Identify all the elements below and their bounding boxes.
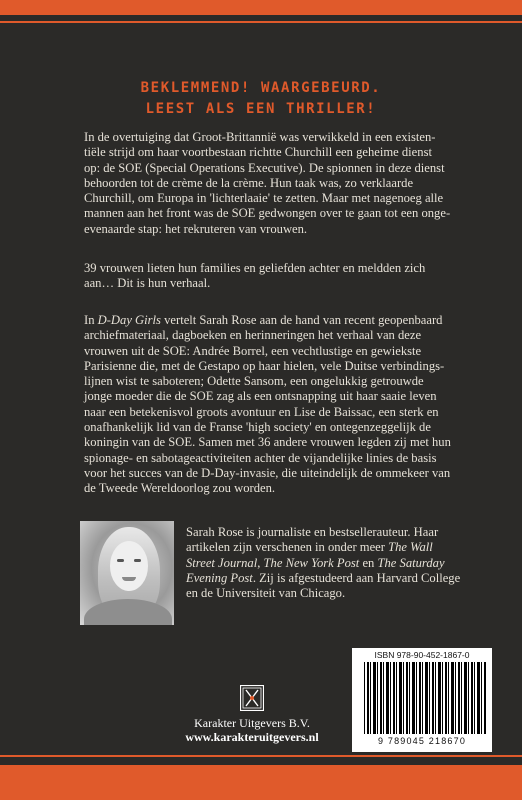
barcode-digits: 9 789045 218670: [377, 736, 467, 746]
book-title-italic: D-Day Girls: [97, 313, 161, 327]
blurb-paragraph-3: [84, 313, 488, 497]
blurb-paragraph-1: [84, 130, 488, 237]
text-fragment: artikelen zijn verschenen in onder meer: [186, 540, 389, 555]
text-line: onafhankelijk lid van de Franse 'high society' en ontegenzeggelijk de: [84, 420, 431, 435]
text-line: en de Universiteit van Chicago.: [186, 586, 346, 601]
publisher-name: Karakter Uitgevers B.V.: [194, 716, 310, 730]
tagline: [0, 78, 522, 120]
text-line: koningin van de SOE. Samen met 36 andere vrouwen legden zij met hun: [84, 435, 451, 450]
text-line: behoorden tot de crème de la crème. Hun taak was, zo verklaarde: [84, 175, 414, 190]
text-fragment: en: [359, 555, 378, 570]
text-line: Parisienne die, met de Gestapo op haar hielen, vele Duitse verbindings-: [84, 358, 445, 373]
text-line: jonge moeder die de SOE zag als een ontsnapping uit haar saaie leven: [84, 389, 437, 404]
text-line: [84, 313, 488, 328]
text-line: Sarah Rose is journaliste en bestsellerauteur. Haar: [186, 525, 439, 539]
text-fragment: In: [84, 313, 98, 327]
barcode-bars: [364, 662, 486, 734]
text-line: naar een betekenisvol groots avontuur en Lise de Baissac, een sterk en: [84, 404, 439, 419]
text-line: 39 vrouwen lieten hun families en geliefden achter en meldden zich: [84, 261, 426, 275]
text-line: lijnen wist te saboteren; Odette Sansom, een ongelukkig getrouwde: [84, 374, 424, 389]
author-bio: [186, 525, 486, 601]
top-orange-rule: [0, 21, 522, 23]
author-photo-eye: [134, 559, 141, 562]
publication-italic: The New York Post: [263, 555, 360, 570]
text-line: op: de SOE (Special Operations Executive). De spionnen in deze dienst: [84, 160, 445, 175]
text-line: [186, 556, 486, 571]
publication-italic: Street Journal: [186, 555, 258, 570]
text-line: Churchill, om Europa in 'lichterlaaie' te zetten. Maar met nagenoeg alle: [84, 191, 444, 206]
text-line: vrouwen uit de SOE: Andrée Borrel, een vechtlustige en gewiekste: [84, 343, 422, 358]
author-photo-shoulder: [84, 599, 172, 625]
publication-italic: The Saturday: [377, 555, 445, 570]
text-line: mannen aan het front was de SOE gedwongen over te gaan tot een onge-: [84, 206, 451, 221]
text-fragment: ,: [257, 555, 264, 570]
author-photo-face: [110, 541, 148, 591]
text-line: de Tweede Wereldoorlog zou worden.: [84, 481, 276, 496]
bottom-orange-band: [0, 765, 522, 800]
text-line: [186, 571, 486, 586]
tagline-line-1: BEKLEMMEND! WAARGEBEURD.: [140, 80, 382, 96]
blurb-paragraph-2: [84, 261, 488, 292]
text-fragment: . Zij is afgestudeerd aan Harvard College: [252, 570, 461, 585]
tagline-line-2: LEEST ALS EEN THRILLER!: [145, 101, 377, 117]
text-line: [186, 540, 486, 555]
isbn-barcode: [352, 648, 492, 752]
publisher-logo-icon: [240, 685, 264, 711]
publisher-website: www.karakteruitgevers.nl: [185, 730, 319, 744]
author-photo-mouth: [122, 577, 136, 581]
text-line: evenaarde stap: het rekruteren van vrouwen.: [84, 221, 308, 236]
text-line: aan… Dit is hun verhaal.: [84, 276, 211, 291]
text-fragment: vertelt Sarah Rose aan de hand van recent geopenbaard: [160, 313, 443, 327]
publication-italic: The Wall: [388, 540, 433, 555]
author-photo: [80, 521, 174, 625]
text-line: spionage- en sabotageactiviteiten achter de vijandelijke linies de basis: [84, 450, 437, 465]
top-orange-band: [0, 0, 522, 15]
publisher-info: [150, 716, 354, 744]
text-line: voor het succes van de D-Day-invasie, die uiteindelijk de ommekeer van: [84, 465, 451, 480]
publication-italic: Evening Post: [186, 570, 253, 585]
text-line: In de overtuiging dat Groot-Brittannië was verwikkeld in een existen-: [84, 130, 436, 144]
bottom-orange-rule: [0, 755, 522, 757]
isbn-label: ISBN 978-90-452-1867-0: [374, 650, 470, 660]
author-photo-eye: [117, 559, 124, 562]
text-line: tiële strijd om haar voortbestaan richtte Churchill een geheime dienst: [84, 145, 432, 160]
text-line: archiefmateriaal, dagboeken en herinneringen het verhaal van deze: [84, 328, 422, 343]
